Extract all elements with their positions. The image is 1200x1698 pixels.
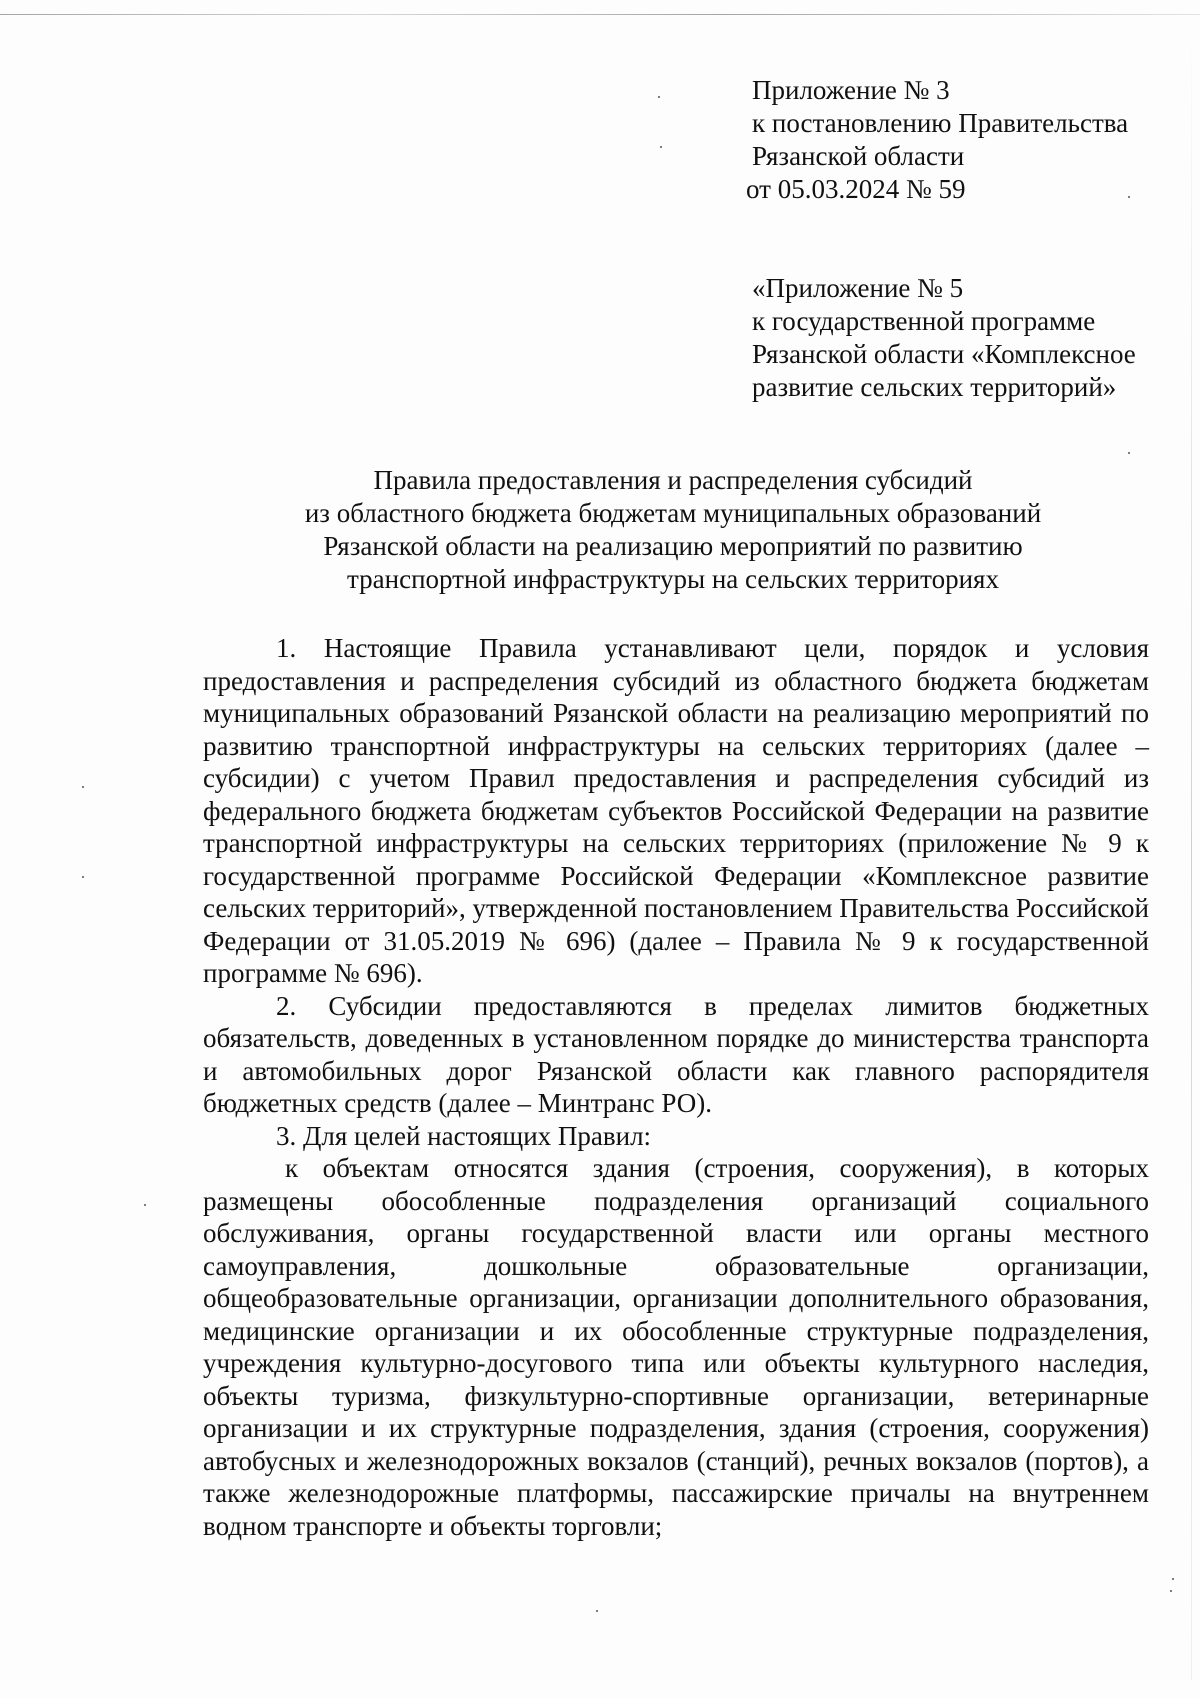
program-appendix-line: развитие сельских территорий»	[752, 372, 1117, 402]
scan-speck	[1172, 1578, 1174, 1580]
program-appendix-line: Рязанской области «Комплексное	[752, 339, 1136, 369]
program-appendix-line: «Приложение № 5	[752, 273, 964, 303]
appendix-header-line: Приложение № 3	[752, 75, 950, 105]
scan-speck	[660, 146, 662, 148]
scan-edge-line-right	[1191, 20, 1192, 1680]
scan-speck	[82, 876, 84, 878]
scan-speck	[658, 96, 660, 98]
appendix-header-line: к постановлению Правительства	[752, 108, 1129, 138]
program-appendix-header	[752, 272, 1172, 404]
title-line: Правила предоставления и распределения субсидий	[373, 465, 973, 495]
scan-speck	[82, 786, 84, 788]
paragraph: 3. Для целей настоящих Правил:	[276, 1120, 652, 1151]
appendix-header-line: Рязанской области	[752, 141, 965, 171]
title-line: Рязанской области на реализацию мероприятий по развитию	[323, 531, 1023, 561]
scan-speck	[1128, 452, 1130, 454]
title-line: транспортной инфраструктуры на сельских территориях	[347, 564, 999, 594]
scan-edge-line	[0, 14, 1200, 15]
document-title	[200, 464, 1146, 596]
title-line: из областного бюджета бюджетам муниципальных образований	[304, 498, 1042, 528]
document-body	[203, 632, 1149, 1542]
paragraph: к объектам относятся здания (строения, сооружения), в которых размещены обособленные подразделения организаций социального обслуживания, органы государственной власти или органы местного самоуправления, дошкольные образовательные организации, общеобразовательные организации, организации дополнительного образования, медицинские организации и их обособленные структурные подразделения, учреждения культурно-досугового типа или объекты культурного наследия, объекты туризма, физкультурно-спортивные организации, ветеринарные организации и их структурные подразделения, здания (строения, сооружения) автобусных и железнодорожных вокзалов (станций), речных вокзалов (портов), а также железнодорожные платформы, пассажирские причалы на внутреннем водном транспорте и объекты торговли;	[203, 1153, 1149, 1541]
appendix-header	[746, 74, 1172, 206]
scan-speck	[1170, 1590, 1172, 1592]
paragraph: 1. Настоящие Правила устанавливают цели, порядок и условия предоставления и распределения субсидий из областного бюджета бюджетам муниципальных образований Рязанской области на реализацию мероприятий по развитию транспортной инфраструктуры на сельских территориях (далее – субсидии) с учетом Правил предоставления и распределения субсидий из федерального бюджета бюджетам субъектов Российской Федерации на развитие транспортной инфраструктуры на сельских территориях (приложение № 9 к государственной программе Российской Федерации «Комплексное развитие сельских территорий», утвержденной постановлением Правительства Российской Федерации от 31.05.2019 № 696) (далее – Правила № 9 к государственной программе № 696).	[203, 633, 1149, 988]
paragraph: 2. Субсидии предоставляются в пределах лимитов бюджетных обязательств, доведенных в установленном порядке до министерства транспорта и автомобильных дорог Рязанской области как главного распорядителя бюджетных средств (далее – Минтранс РО).	[203, 990, 1149, 1118]
appendix-header-line: от 05.03.2024 № 59	[746, 174, 966, 204]
scan-speck	[596, 1610, 598, 1612]
program-appendix-line: к государственной программе	[752, 306, 1096, 336]
scan-speck	[144, 1204, 146, 1206]
